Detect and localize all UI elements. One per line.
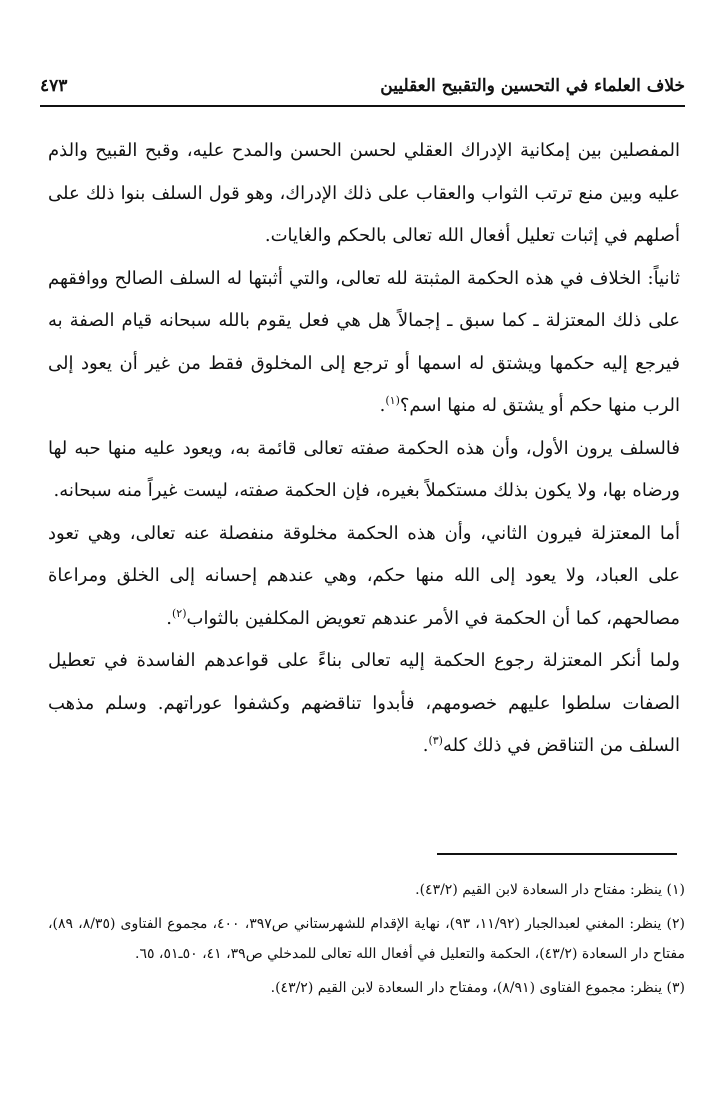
paragraph: ثانياً: الخلاف في هذه الحكمة المثبتة لله تعالى، والتي أثبتها له السلف الصالح ووافقهم على ذلك المعتزلة ـ كما سبق ـ إجمالاً هل هي فعل يقوم بالله سبحانه قيام الصفة به فيرجع إليه حكمها ويشتق له اسمها أو ترجع إلى المخلوق فقط من غير أن يعود إلى الرب منها حكم أو يشتق له منها اسم؟$^{(١)}$.	[48, 267, 680, 416]
footnote-reference: (٢)	[172, 606, 187, 620]
paragraph-text: المفصلين بين إمكانية الإدراك العقلي لحسن الحسن والمدح عليه، وقبح القبيح والذم عليه وبين منع ترتب الثواب والعقاب على ذلك الإدراك، وهو قول السلف بنوا ذلك على أصلهم في إثبات تعليل أفعال الله تعالى بالحكم والغايات.	[48, 140, 680, 246]
footnote: (٢) ينظر: المغني لعبدالجبار (١١/٩٢، ٩٣)، نهاية الإقدام للشهرستاني ص٣٩٧، ٤٠٠، مجموع الفتاوى (٨/٣٥، ٨٩)، مفتاح دار السعادة (٤٣/٢)، الحكمة والتعليل في أفعال الله تعالى للمدخلي ص٣٩، ٤١، ٥٠ـ٥١، ٦٥.	[48, 916, 686, 962]
paragraph-text: ثانياً: الخلاف في هذه الحكمة المثبتة لله تعالى، والتي أثبتها له السلف الصالح ووافقهم على ذلك المعتزلة ـ كما سبق ـ إجمالاً هل هي فعل يقوم بالله سبحانه قيام الصفة به فيرجع إليه حكمها ويشتق له اسمها أو ترجع إلى المخلوق فقط من غير أن يعود إلى الرب منها حكم أو يشتق له منها اسم؟	[48, 267, 680, 416]
paragraph-text: فالسلف يرون الأول، وأن هذه الحكمة صفته تعالى قائمة به، ويعود عليه منها حبه لها ورضاه بها، ولا يكون بذلك مستكملاً بغيره، فإن الحكمة صفته، ليست غيراً منه سبحانه.	[48, 437, 680, 501]
paragraph-text: ولما أنكر المعتزلة رجوع الحكمة إليه تعالى بناءً على قواعدهم الفاسدة في تعطيل الصفات سلطوا عليهم خصومهم، فأبدوا تناقضهم وكشفوا عوراتهم. وسلم مذهب السلف من التناقض في ذلك كله	[48, 650, 680, 756]
paragraph	[48, 130, 680, 258]
footnote-divider	[437, 853, 677, 855]
header-divider	[40, 105, 685, 107]
footnote-reference: (١)	[385, 394, 400, 407]
running-header	[40, 72, 685, 104]
footnote: (١) ينظر: مفتاح دار السعادة لابن القيم (٤٣/٢).	[415, 882, 685, 898]
main-text	[48, 130, 680, 768]
footnote-reference: (٣)	[428, 734, 443, 747]
running-header-title: خلاف العلماء في التحسين والتقبيح العقليين	[380, 76, 685, 96]
page-number: ٤٧٣	[40, 76, 68, 96]
paragraph: أما المعتزلة فيرون الثاني، وأن هذه الحكمة مخلوقة منفصلة عنه تعالى، وهي تعود على العباد، ولا يعود إلى الله منها حكم، وهي عندهم إحسانه إلى الخلق ومراعاة مصالحهم، كما أن الحكمة في الأمر عندهم تعويض المكلفين بالثواب$^{(٢)}$.	[48, 522, 680, 629]
footnote: (٣) ينظر: مجموع الفتاوى (٨/٩١)، ومفتاح دار السعادة لابن القيم (٤٣/٢).	[270, 980, 685, 996]
paragraph	[48, 428, 680, 513]
paragraph: ولما أنكر المعتزلة رجوع الحكمة إليه تعالى بناءً على قواعدهم الفاسدة في تعطيل الصفات سلطوا عليهم خصومهم، فأبدوا تناقضهم وكشفوا عوراتهم. وسلم مذهب السلف من التناقض في ذلك كله$^{(٣)}$.	[48, 650, 680, 756]
footnotes	[48, 875, 685, 1007]
paragraph-text: أما المعتزلة فيرون الثاني، وأن هذه الحكمة مخلوقة منفصلة عنه تعالى، وهي تعود على العباد، ولا يعود إلى الله منها حكم، وهي عندهم إحسانه إلى الخلق ومراعاة مصالحهم، كما أن الحكمة في الأمر عندهم تعويض المكلفين بالثواب	[48, 522, 680, 629]
